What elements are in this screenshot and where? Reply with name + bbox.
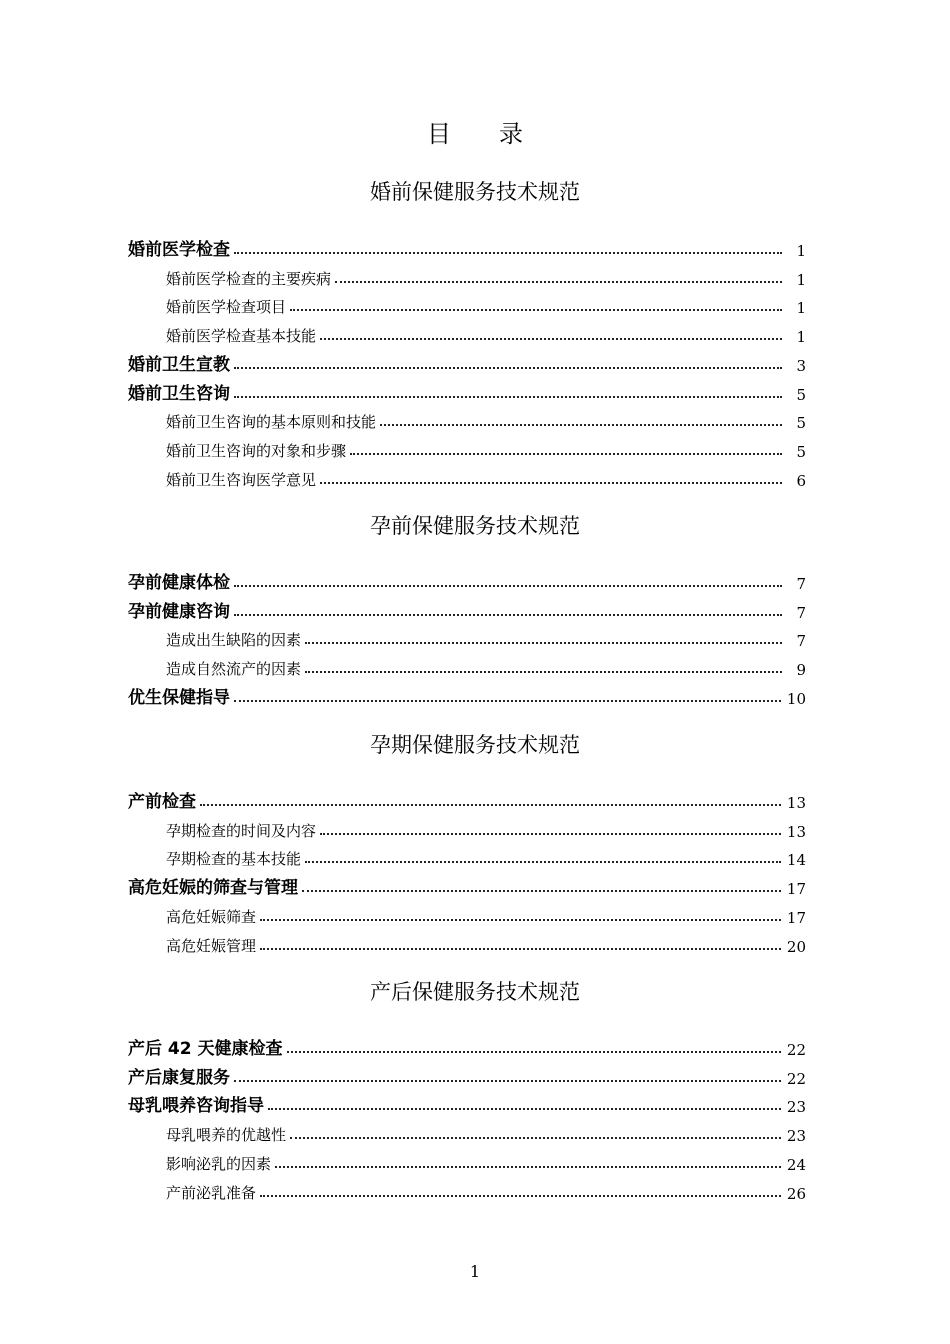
toc-entry-page: 23 (786, 1127, 806, 1146)
toc-entry-label: 产前泌乳准备 (166, 1183, 257, 1202)
toc-entry-page: 13 (786, 822, 806, 841)
toc-entry-label: 优生保健指导 (128, 687, 230, 708)
toc-entry-label: 孕前健康咨询 (128, 601, 230, 622)
toc-chapter-entry[interactable] (128, 594, 806, 622)
toc-entry-page: 20 (786, 937, 806, 956)
toc-entry-label: 婚前医学检查项目 (166, 298, 287, 317)
dot-leader (302, 890, 781, 892)
dot-leader (260, 1195, 781, 1197)
toc-chapter-entry[interactable] (128, 347, 806, 375)
toc-entry-label: 孕期检查的时间及内容 (166, 821, 317, 840)
toc-subentry[interactable] (166, 1117, 806, 1145)
dot-leader (290, 1137, 781, 1139)
toc-entry-label: 婚前医学检查的主要疾病 (166, 269, 332, 288)
toc-entry-label: 婚前医学检查 (128, 240, 230, 260)
toc-subentry[interactable] (166, 622, 806, 650)
section-title: 婚前保健服务技术规范 (370, 180, 580, 204)
toc-entry-page: 1 (796, 242, 806, 260)
toc-entry-page: 7 (796, 575, 806, 593)
toc-subentry[interactable] (166, 289, 806, 317)
toc-chapter-entry[interactable] (128, 870, 806, 898)
dot-leader (320, 833, 781, 835)
toc-entry-page: 1 (796, 270, 806, 289)
toc-entry-label: 婚前卫生咨询的基本原则和技能 (166, 413, 377, 432)
dot-leader (320, 482, 782, 484)
toc-entry-page: 6 (796, 471, 806, 490)
dot-leader (380, 424, 782, 426)
toc-entry-label: 孕前健康体检 (128, 573, 230, 593)
toc-chapter-entry[interactable] (128, 565, 806, 593)
dot-leader (275, 1166, 781, 1168)
toc-entry-page: 5 (796, 442, 806, 461)
toc-entry-label: 影响泌乳的因素 (166, 1154, 272, 1173)
dot-leader (234, 396, 782, 398)
toc-entry-label: 产后 42 天健康检查 (128, 1039, 283, 1059)
toc-entry-page: 24 (786, 1155, 806, 1174)
toc-entry-label: 高危妊娠的筛查与管理 (128, 878, 298, 899)
dot-leader (234, 614, 782, 616)
toc-entry-page: 5 (796, 414, 806, 433)
toc-entry-label: 婚前卫生咨询医学意见 (166, 470, 317, 489)
toc-subentry[interactable] (166, 433, 806, 461)
toc-entry-label: 婚前卫生宣教 (128, 354, 230, 375)
dot-leader (234, 700, 781, 702)
dot-leader (290, 309, 782, 311)
toc-chapter-entry[interactable] (128, 1088, 806, 1116)
dot-leader (305, 861, 781, 863)
toc-entry-label: 高危妊娠管理 (166, 936, 257, 955)
toc-entry-page: 17 (786, 908, 806, 927)
dot-leader (287, 1051, 781, 1053)
toc-entry-page: 17 (786, 880, 806, 899)
section-title: 孕前保健服务技术规范 (370, 514, 580, 538)
toc-entry-page: 10 (786, 689, 806, 708)
dot-leader (305, 671, 782, 673)
toc-entry-label: 高危妊娠筛查 (166, 907, 257, 926)
toc-entry-page: 7 (796, 632, 806, 651)
toc-entry-label: 造成自然流产的因素 (166, 660, 302, 679)
page-number: 1 (469, 1262, 481, 1281)
toc-entry-label: 母乳喂养的优越性 (166, 1126, 287, 1145)
toc-entry-label: 孕期检查的基本技能 (166, 850, 302, 869)
dot-leader (234, 367, 782, 369)
toc-subentry[interactable] (166, 928, 806, 956)
toc-subentry[interactable] (166, 1175, 806, 1203)
toc-entry-label: 婚前卫生咨询的对象和步骤 (166, 441, 347, 460)
dot-leader (234, 252, 782, 254)
dot-leader (335, 281, 782, 283)
toc-chapter-entry[interactable] (128, 680, 806, 708)
toc-entry-page: 13 (786, 794, 806, 812)
toc-entry-page: 7 (796, 603, 806, 622)
dot-leader (320, 338, 782, 340)
toc-entry-label: 造成出生缺陷的因素 (166, 631, 302, 650)
toc-entry-page: 22 (786, 1069, 806, 1088)
toc-subentry[interactable] (166, 813, 806, 841)
toc-entry-page: 23 (786, 1098, 806, 1117)
toc-subentry[interactable] (166, 462, 806, 490)
section-title: 产后保健服务技术规范 (370, 980, 580, 1004)
toc-entry-label: 婚前医学检查基本技能 (166, 327, 317, 346)
toc-subentry[interactable] (166, 318, 806, 346)
dot-leader (234, 1080, 781, 1082)
toc-subentry[interactable] (166, 404, 806, 432)
dot-leader (260, 919, 781, 921)
toc-entry-label: 产后康复服务 (128, 1067, 230, 1088)
toc-subentry[interactable] (166, 651, 806, 679)
toc-chapter-entry[interactable] (128, 1060, 806, 1088)
toc-subentry[interactable] (166, 1146, 806, 1174)
toc-entry-page: 22 (786, 1041, 806, 1059)
toc-entry-page: 5 (796, 385, 806, 404)
toc-subentry[interactable] (166, 841, 806, 869)
toc-entry-page: 3 (796, 356, 806, 375)
dot-leader (305, 642, 782, 644)
toc-chapter-entry[interactable] (128, 376, 806, 404)
toc-entry-label: 婚前卫生咨询 (128, 383, 230, 404)
toc-entry-page: 9 (796, 661, 806, 680)
toc-chapter-entry[interactable] (128, 1031, 806, 1059)
toc-chapter-entry[interactable] (128, 784, 806, 812)
dot-leader (260, 948, 781, 950)
toc-entry-page: 1 (796, 328, 806, 347)
dot-leader (200, 804, 781, 806)
dot-leader (234, 585, 782, 587)
toc-entry-page: 1 (796, 299, 806, 318)
toc-entry-page: 14 (786, 851, 806, 870)
dot-leader (268, 1108, 781, 1110)
toc-entry-page: 26 (786, 1184, 806, 1203)
toc-entry-label: 母乳喂养咨询指导 (128, 1096, 264, 1117)
toc-subentry[interactable] (166, 261, 806, 289)
toc-subentry[interactable] (166, 899, 806, 927)
page-title: 目录 (427, 120, 571, 148)
toc-entry-label: 产前检查 (128, 792, 196, 812)
toc-chapter-entry[interactable] (128, 232, 806, 260)
dot-leader (350, 453, 782, 455)
section-title: 孕期保健服务技术规范 (370, 733, 580, 757)
